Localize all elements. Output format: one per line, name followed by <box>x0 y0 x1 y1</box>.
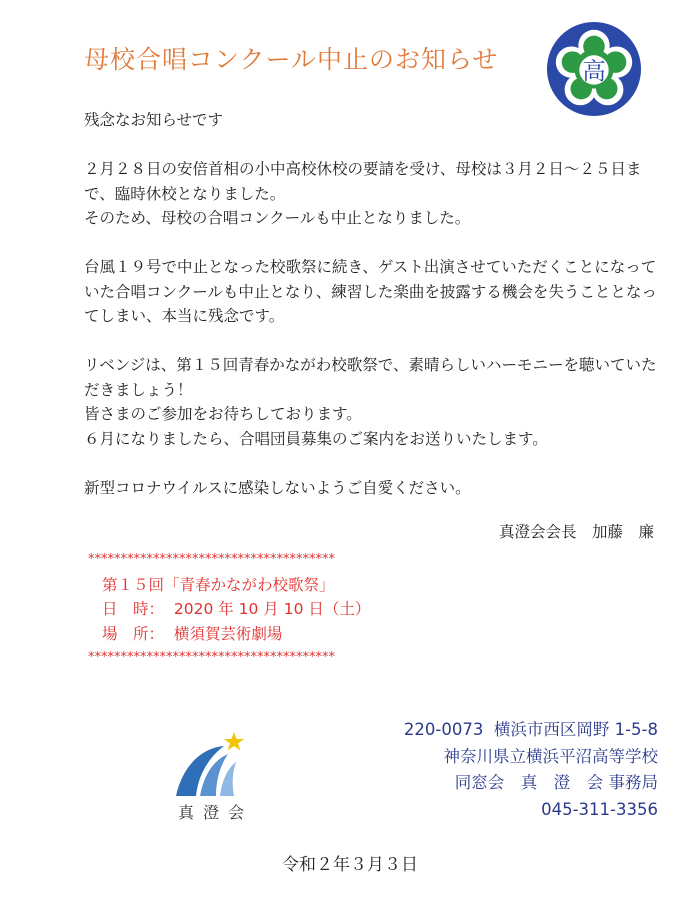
event-date: 日 時： 2020 年 10 月 10 日（土） <box>102 600 371 618</box>
paragraph-revenge: リベンジは、第１５回青春かながわ校歌祭で、素晴らしいハーモニーを聴いていただきましょう！ 皆さまのご参加をお待ちしております。 ６月になりましたら、合唱団員募集のご案内をお送りいたします。 <box>84 356 657 448</box>
stars-divider-bottom: ************************************** <box>88 650 335 665</box>
stars-divider-top: ************************************** <box>88 552 335 567</box>
masumikai-logo-icon <box>172 730 252 806</box>
school-emblem-icon <box>545 20 643 118</box>
footer-school: 神奈川県立横浜平沼高等学校 <box>443 746 658 766</box>
footer-phone: 045-311-3356 <box>541 799 658 819</box>
letter-body <box>84 108 664 525</box>
page-title: 母校合唱コンクール中止のお知らせ <box>84 45 499 74</box>
footer-address: 220-0073 横浜市西区岡野 1-5-8 <box>403 720 658 739</box>
event-place: 場 所： 横須賀芸術劇場 <box>102 624 283 643</box>
paragraph-closure: ２月２８日の安倍首相の小中高校休校の要請を受け、母校は３月２日～２５日まで、臨時休校となりました。 そのため、母校の合唱コンクールも中止となりました。 <box>84 160 642 227</box>
issue-date: 令和２年３月３日 <box>282 855 418 875</box>
paragraph-intro: 残念なお知らせです <box>84 111 224 129</box>
star-icon <box>224 732 244 751</box>
logo-text: 真 澄 会 <box>178 803 247 822</box>
event-box <box>88 548 370 671</box>
footer-office: 同窓会 真 澄 会 事務局 <box>454 773 658 792</box>
emblem-char: 高 <box>582 56 606 85</box>
paragraph-typhoon: 台風１９号で中止となった校歌祭に続き、ゲスト出演させていただくことになっていた合唱コンクールも中止となり、練習した楽曲を披露する機会を失うこととなってしまい、本当に残念です。 <box>84 258 657 325</box>
paragraph-health: 新型コロナウイルスに感染しないようご自愛ください。 <box>84 478 471 497</box>
event-name: 第１５回「青春かながわ校歌祭」 <box>102 575 335 594</box>
signature: 真澄会会長 加藤 廉 <box>498 523 654 541</box>
footer-address-block <box>404 717 658 823</box>
